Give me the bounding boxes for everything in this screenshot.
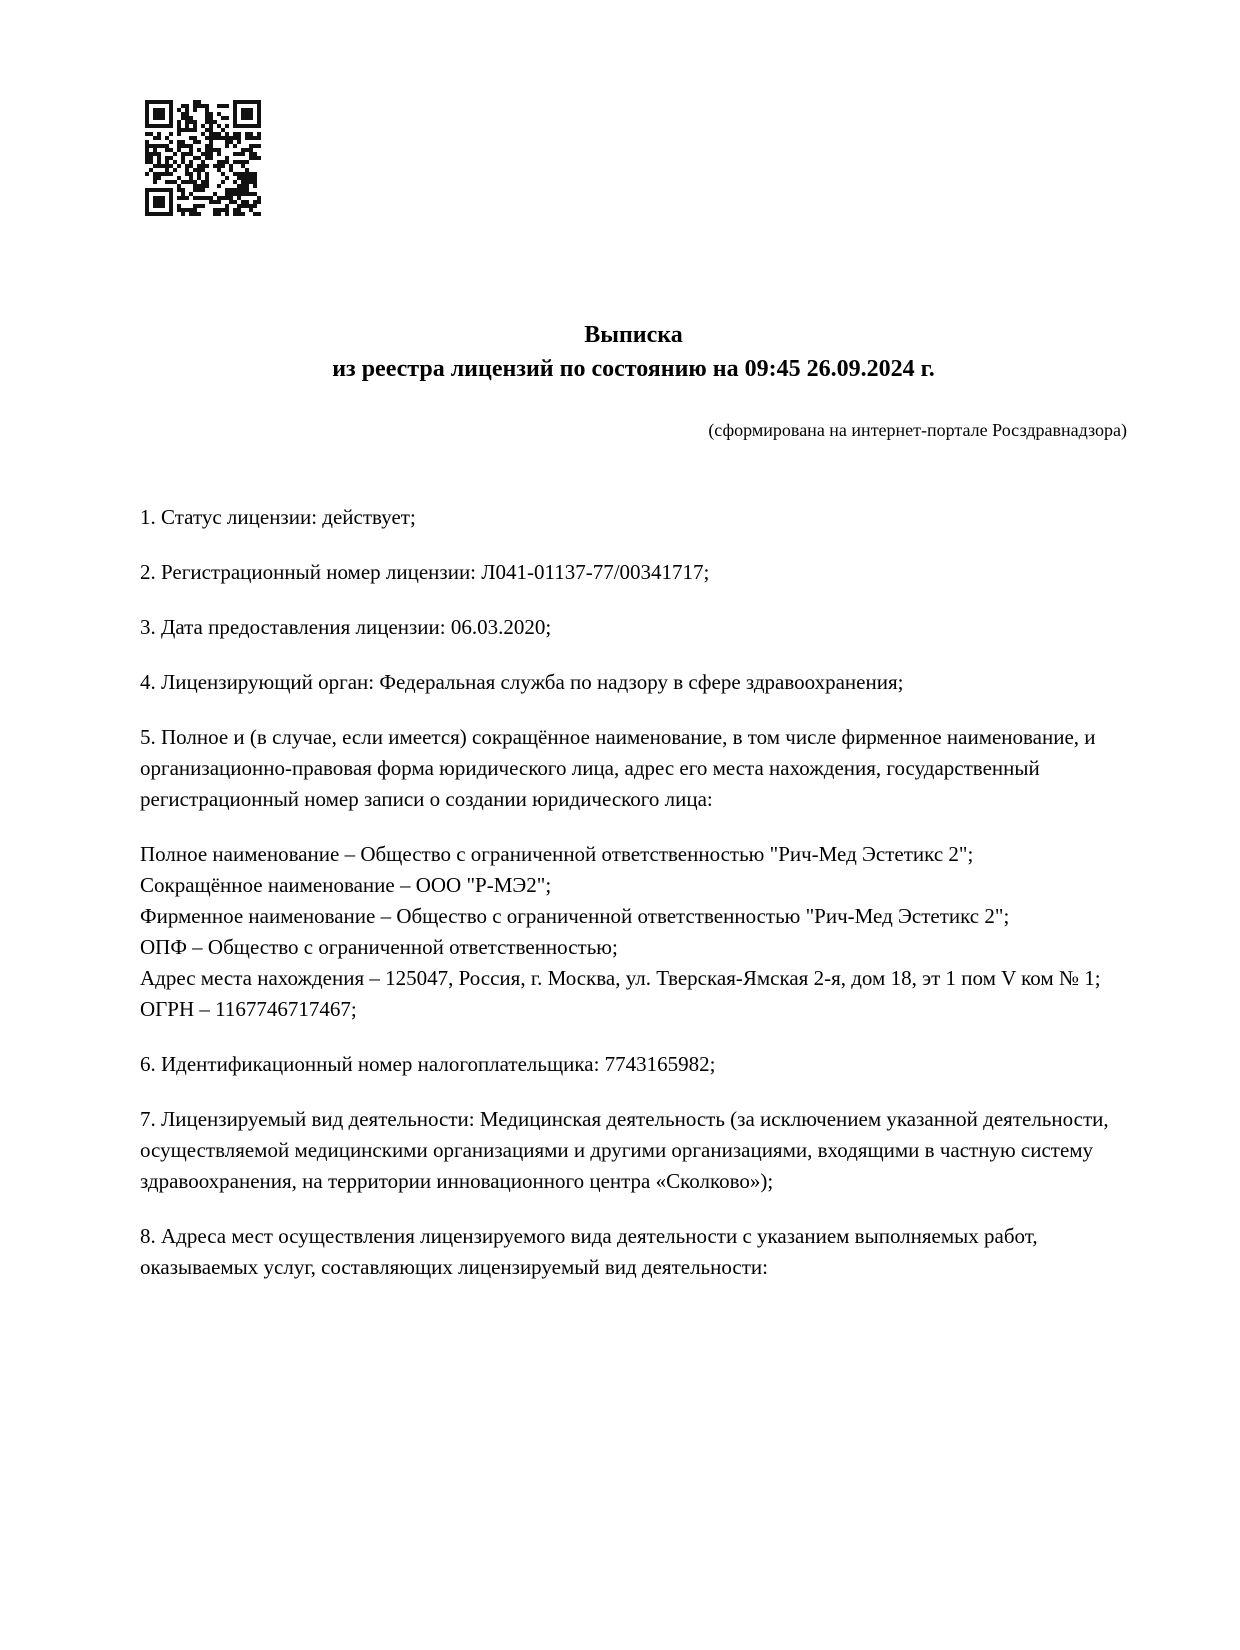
company-address: Адрес места нахождения – 125047, Россия, г. Москва, ул. Тверская-Ямская 2-я, дом 18, эт 1 пом V ком № 1; <box>140 966 1101 990</box>
company-details <box>140 839 1127 1025</box>
paragraph-licensed-activity: 7. Лицензируемый вид деятельности: Медицинская деятельность (за исключением указанной деятельности, осуществляемой медицинскими организациями и другими организациями, входящими в частную систему здравоохранения, на территории инновационного центра «Сколково»); <box>140 1107 1109 1193</box>
company-short-name: Сокращённое наименование – ООО "Р-МЭ2"; <box>140 873 552 897</box>
qr-code <box>145 0 261 216</box>
company-brand-name: Фирменное наименование – Общество с ограниченной ответственностью "Рич-Мед Эстетикс 2"; <box>140 904 1010 928</box>
company-ogrn: ОГРН – 1167746717467; <box>140 997 357 1021</box>
paragraph-licensing-authority: 4. Лицензирующий орган: Федеральная служба по надзору в сфере здравоохранения; <box>140 670 904 694</box>
paragraph-legal-entity-heading: 5. Полное и (в случае, если имеется) сокращённое наименование, в том числе фирменное наименование, и организационно-правовая форма юридического лица, адрес его места нахождения, государственный регистрационный номер записи о создании юридического лица: <box>140 725 1096 811</box>
document-title <box>140 318 1127 386</box>
document-subtitle: (сформирована на интернет-портале Росздравнадзора) <box>708 420 1127 440</box>
paragraph-inn: 6. Идентификационный номер налогоплательщика: 7743165982; <box>140 1052 716 1076</box>
paragraph-registration-number: 2. Регистрационный номер лицензии: Л041-01137-77/00341717; <box>140 560 710 584</box>
paragraph-license-date: 3. Дата предоставления лицензии: 06.03.2020; <box>140 615 552 639</box>
document-body <box>140 502 1127 1283</box>
company-opf: ОПФ – Общество с ограниченной ответственностью; <box>140 935 618 959</box>
company-full-name: Полное наименование – Общество с ограниченной ответственностью "Рич-Мед Эстетикс 2"; <box>140 842 974 866</box>
paragraph-activity-addresses-heading: 8. Адреса мест осуществления лицензируемого вида деятельности с указанием выполняемых работ, оказываемых услуг, составляющих лицензируемый вид деятельности: <box>140 1224 1038 1279</box>
document-title-line1: Выписка <box>584 322 683 348</box>
qr-code-image <box>145 100 261 216</box>
document-title-line2: из реестра лицензий по состоянию на 09:45 26.09.2024 г. <box>332 356 935 382</box>
paragraph-license-status: 1. Статус лицензии: действует; <box>140 505 416 529</box>
